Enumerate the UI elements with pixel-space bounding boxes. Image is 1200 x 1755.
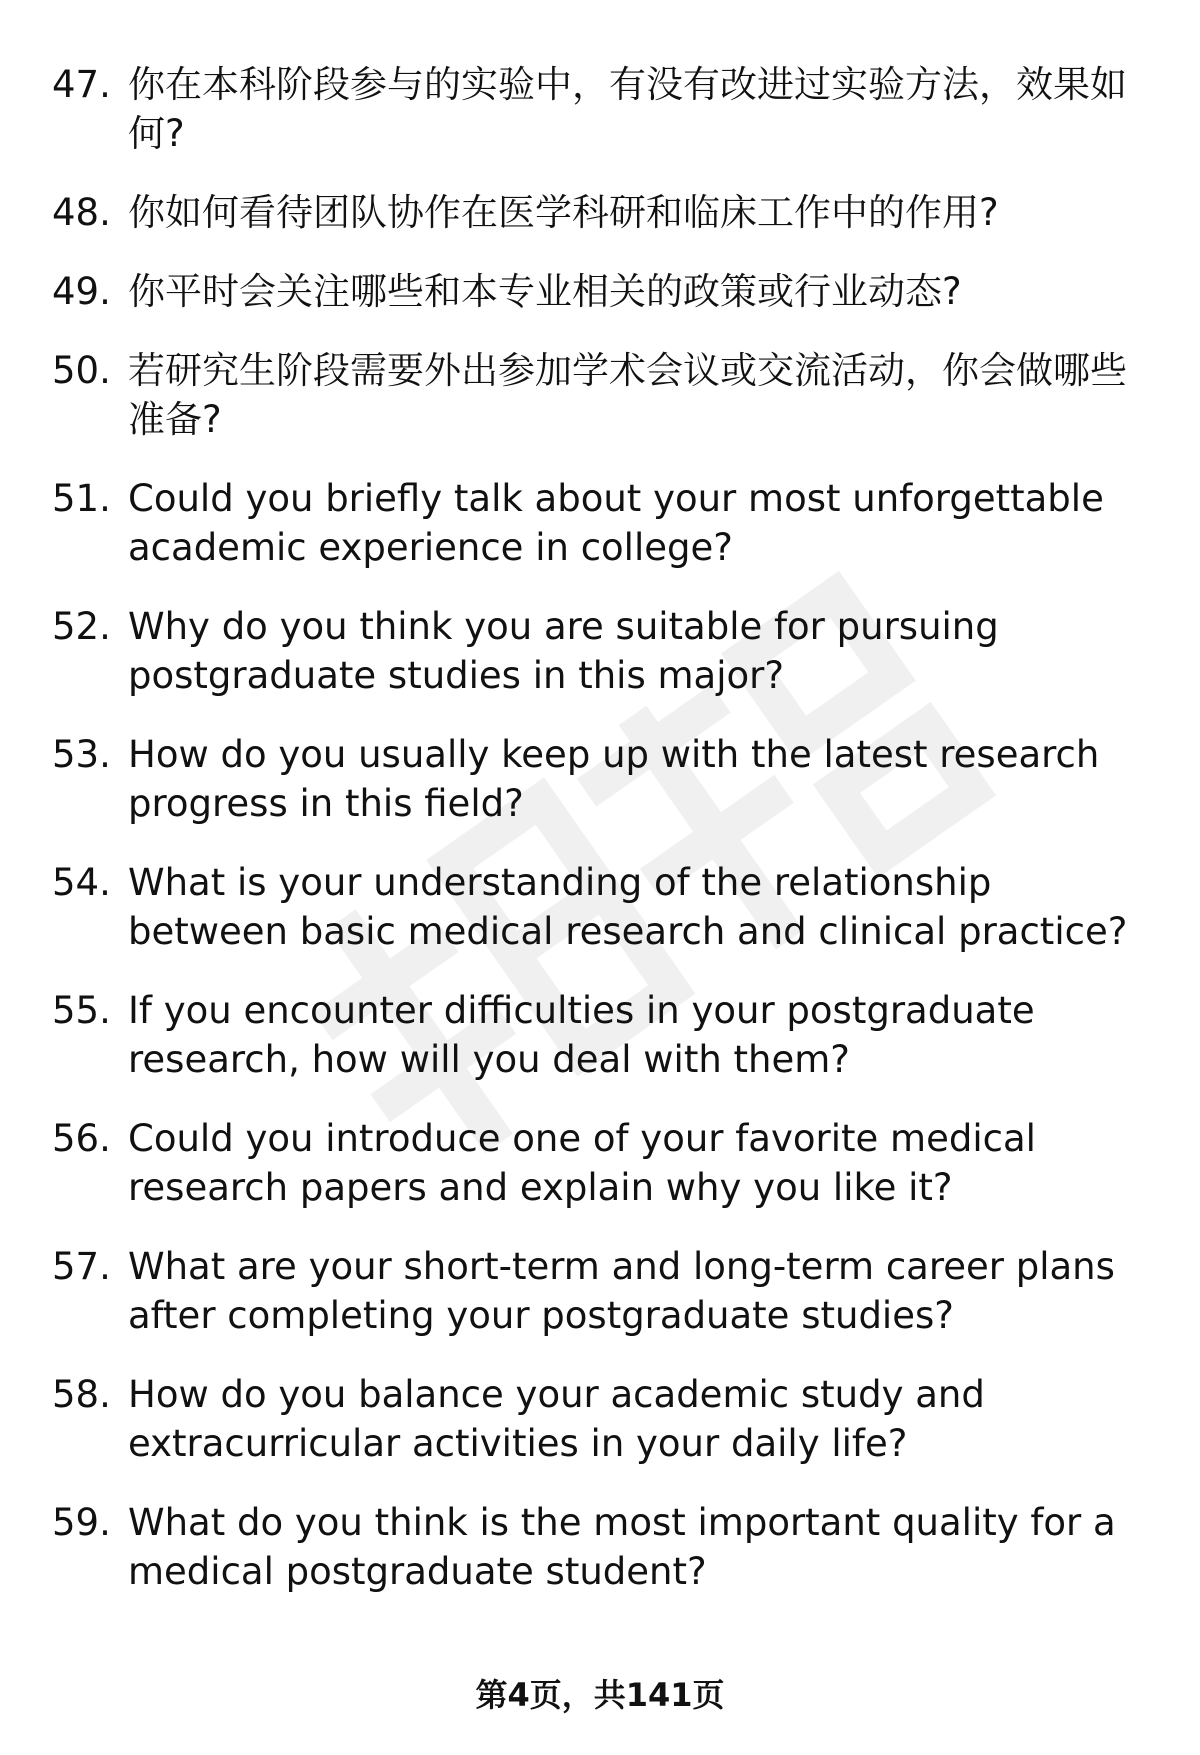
question-number: 52.: [52, 605, 111, 648]
question-text: How do you balance your academic study and extracurricular activities in your daily life?: [128, 1373, 985, 1465]
question-item: [52, 730, 1142, 828]
question-text: 你平时会关注哪些和本专业相关的政策或行业动态?: [128, 270, 962, 313]
question-item: [52, 267, 1142, 316]
question-text: What is your understanding of the relationship between basic medical research and clinical practice?: [128, 861, 1128, 953]
question-item: [52, 1498, 1142, 1596]
question-text: Why do you think you are suitable for pursuing postgraduate studies in this major?: [128, 605, 999, 697]
question-item: [52, 858, 1142, 956]
question-number: 49.: [52, 270, 111, 313]
question-number: 53.: [52, 733, 111, 776]
question-item: [52, 986, 1142, 1084]
question-item: [52, 1242, 1142, 1340]
question-text: What are your short-term and long-term career plans after completing your postgraduate studies?: [128, 1245, 1115, 1337]
question-list: [52, 60, 1142, 1626]
question-item: [52, 602, 1142, 700]
question-number: 51.: [52, 477, 111, 520]
question-number: 56.: [52, 1117, 111, 1160]
question-item: [52, 60, 1142, 158]
question-number: 50.: [52, 349, 111, 392]
question-number: 55.: [52, 989, 111, 1032]
question-item: [52, 1114, 1142, 1212]
question-number: 58.: [52, 1373, 111, 1416]
page-footer: 第4页，共141页: [475, 1676, 725, 1714]
question-text: What do you think is the most important quality for a medical postgraduate student?: [128, 1501, 1116, 1593]
question-number: 54.: [52, 861, 111, 904]
question-text: Could you briefly talk about your most unforgettable academic experience in college?: [128, 477, 1104, 569]
question-number: 48.: [52, 191, 111, 234]
question-number: 57.: [52, 1245, 111, 1288]
question-text: How do you usually keep up with the latest research progress in this field?: [128, 733, 1100, 825]
question-text: If you encounter difficulties in your postgraduate research, how will you deal with them?: [128, 989, 1035, 1081]
question-item: [52, 188, 1142, 237]
question-number: 47.: [52, 63, 111, 106]
question-text: Could you introduce one of your favorite medical research papers and explain why you like it?: [128, 1117, 1036, 1209]
question-text: 你在本科阶段参与的实验中，有没有改进过实验方法，效果如何?: [128, 63, 1127, 155]
question-item: [52, 474, 1142, 572]
question-item: [52, 1370, 1142, 1468]
question-text: 若研究生阶段需要外出参加学术会议或交流活动，你会做哪些准备?: [128, 349, 1127, 441]
question-item: [52, 346, 1142, 444]
question-text: 你如何看待团队协作在医学科研和临床工作中的作用?: [128, 191, 999, 234]
question-number: 59.: [52, 1501, 111, 1544]
